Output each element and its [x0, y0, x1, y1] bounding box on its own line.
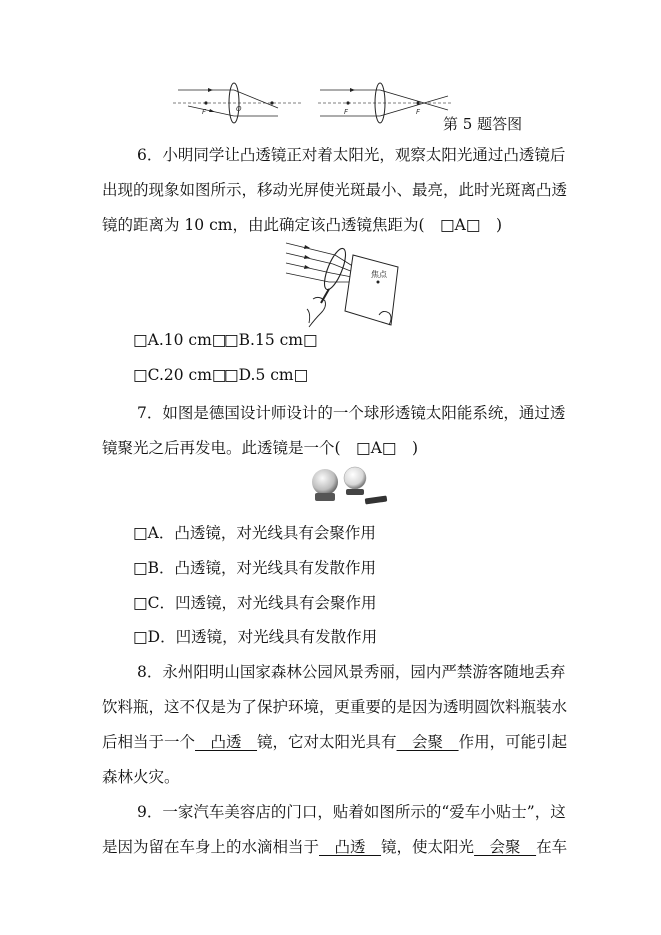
q5-figure — [168, 78, 458, 126]
q8-line-2: 饮料瓶，这不仅是为了保护环境，更重要的是因为透明圆饮料瓶装水 — [102, 698, 568, 716]
svg-text:F: F — [344, 108, 349, 116]
q6-figure — [283, 237, 405, 332]
q6-option-a: □A.10 cm□ — [133, 331, 227, 349]
q6-line-3: 镜的距离为 10 cm，由此确定该凸透镜焦距为( □A□ ) — [102, 216, 503, 234]
q7-option-b: □B．凸透镜，对光线具有发散作用 — [133, 559, 377, 577]
q9-line-2-end: 在车 — [536, 838, 568, 856]
q8-line-3-start: 后相当于一个 — [102, 733, 196, 751]
focus-label: 焦点 — [371, 270, 387, 279]
q5-figure-caption: 第 5 题答图 — [443, 115, 523, 133]
q9-line-2-middle: 镜，使太阳光 — [381, 838, 475, 856]
q7-line-2: 镜聚光之后再发电。此透镜是一个( □A□ ) — [102, 439, 419, 457]
q7-option-c: □C．凹透镜，对光线具有会聚作用 — [133, 594, 377, 612]
q9-answer-blank-2: 会聚 — [474, 838, 537, 856]
q7-option-d: □D．凹透镜，对光线具有发散作用 — [133, 628, 378, 646]
q9-line-2 — [102, 835, 567, 857]
q7-option-a: □A．凸透镜，对光线具有会聚作用 — [133, 524, 376, 542]
q9-line-2-start: 是因为留在车身上的水滴相当于 — [102, 838, 320, 856]
q6-line-2: 出现的现象如图所示，移动光屏使光斑最小、最亮，此时光斑离凸透 — [102, 181, 568, 199]
q7-line-1: 7．如图是德国设计师设计的一个球形透镜太阳能系统，通过透 — [137, 404, 566, 422]
q8-answer-blank-2: 会聚 — [396, 733, 459, 751]
svg-text:O: O — [236, 105, 242, 113]
svg-text:F: F — [202, 108, 207, 116]
q5-right-diagram — [318, 83, 453, 123]
q8-line-3-end: 作用，可能引起 — [458, 733, 568, 751]
q6-option-b: □B.15 cm□ — [224, 331, 318, 349]
q8-line-4: 森林火灾。 — [102, 768, 180, 786]
q5-left-diagram — [173, 83, 303, 123]
q8-line-1: 8．永州阳明山国家森林公园风景秀丽，园内严禁游客随地丢弃 — [137, 663, 566, 681]
q8-line-3 — [102, 730, 567, 752]
q8-line-3-middle: 镜，它对太阳光具有 — [257, 733, 397, 751]
svg-text:F: F — [416, 108, 421, 116]
q9-answer-blank-1: 凸透 — [319, 838, 382, 856]
q6-option-c: □C.20 cm□ — [133, 366, 227, 384]
q6-line-1: 6．小明同学让凸透镜正对着太阳光，观察太阳光通过凸透镜后 — [137, 146, 566, 164]
q6-option-d: □D.5 cm□ — [224, 366, 309, 384]
q7-figure — [310, 462, 392, 506]
q9-line-1: 9．一家汽车美容店的门口，贴着如图所示的“爱车小贴士”，这 — [137, 803, 566, 821]
q8-answer-blank-1: 凸透 — [195, 733, 258, 751]
